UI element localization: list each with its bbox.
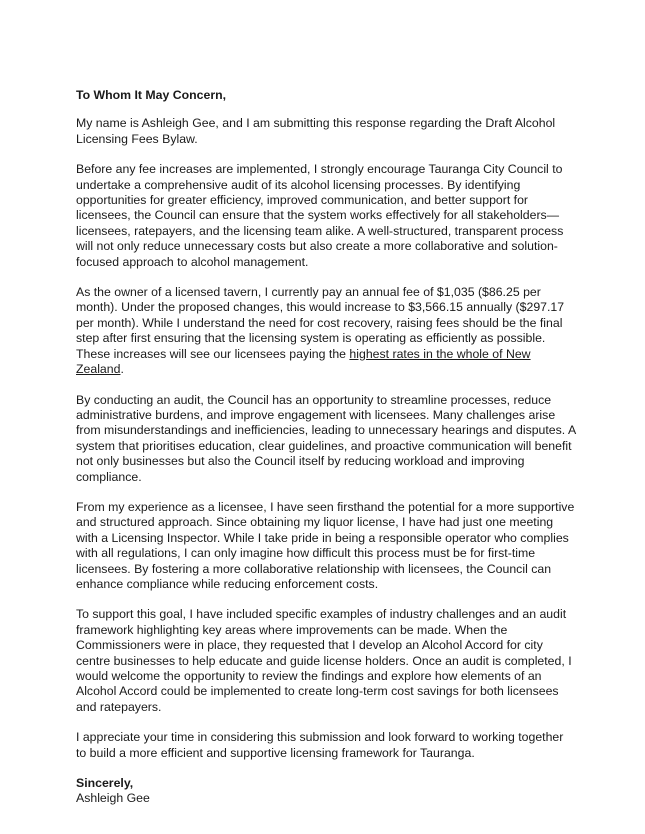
signer-name: Ashleigh Gee	[76, 791, 150, 806]
paragraph-licensee-experience: From my experience as a licensee, I have seen firsthand the potential for a more supportive and structured approach. Since obtaining my liquor license, I have had just one meeting with a Licensing Inspector. While I take pride in being a responsible operator who complies with all regulations, I can only imagine how difficult this process must be for first-time licensees. By fostering a more collaborative relationship with licensees, the Council can enhance compliance while reducing enforcement costs.	[76, 499, 575, 591]
fee-comparison-text: As the owner of a licensed tavern, I currently pay an annual fee of $1,035 ($86.25 per month). Under the proposed changes, this would increase to $3,566.15 annually ($297.17 per month). While I understand the need for cost recovery, raising fees should be the final step after first ensuring that the licensing system is operating as efficiently as possible. These increases will see our licensees paying the	[76, 285, 565, 361]
letter-closing: Sincerely,	[76, 776, 134, 791]
paragraph-introduction: My name is Ashleigh Gee, and I am submitting this response regarding the Draft Alcohol Licensing Fees Bylaw.	[76, 116, 556, 146]
highest-rates-emphasis: highest rates in the whole of New Zealand	[76, 346, 531, 377]
fee-comparison-end: .	[120, 362, 124, 377]
letter-body	[76, 88, 576, 807]
paragraph-alcohol-accord: To support this goal, I have included specific examples of industry challenges and an audit framework highlighting key areas where improvements can be made. When the Commissioners were in place, they requested that I develop an Alcohol Accord for city centre businesses to help educate and guide license holders. Once an audit is completed, I would welcome the opportunity to review the findings and explore how elements of an Alcohol Accord could be implemented to create long-term cost savings for both licensees and ratepayers.	[76, 607, 572, 714]
letter-greeting: To Whom It May Concern,	[76, 88, 227, 102]
paragraph-fee-comparison	[76, 285, 576, 377]
paragraph-audit-benefits: By conducting an audit, the Council has an opportunity to streamline processes, reduce administrative burdens, and improve engagement with licensees. Many challenges arise from misunderstandings and inefficiencies, leading to unnecessary hearings and disputes. A system that prioritises education, clear guidelines, and proactive communication will benefit not only businesses but also the Council itself by reducing workload and improving compliance.	[76, 392, 576, 484]
paragraph-audit-request: Before any fee increases are implemented, I strongly encourage Tauranga City Council to undertake a comprehensive audit of its alcohol licensing processes. By identifying opportunities for greater efficiency, improved communication, and better support for licensees, the Council can ensure that the system works effectively for all stakeholders—licensees, ratepayers, and the licensing team alike. A well-structured, transparent process will not only reduce unnecessary costs but also create a more collaborative and solution-focused approach to alcohol management.	[76, 162, 564, 269]
paragraph-appreciation: I appreciate your time in considering this submission and look forward to working together to build a more efficient and supportive licensing framework for Tauranga.	[76, 730, 564, 760]
